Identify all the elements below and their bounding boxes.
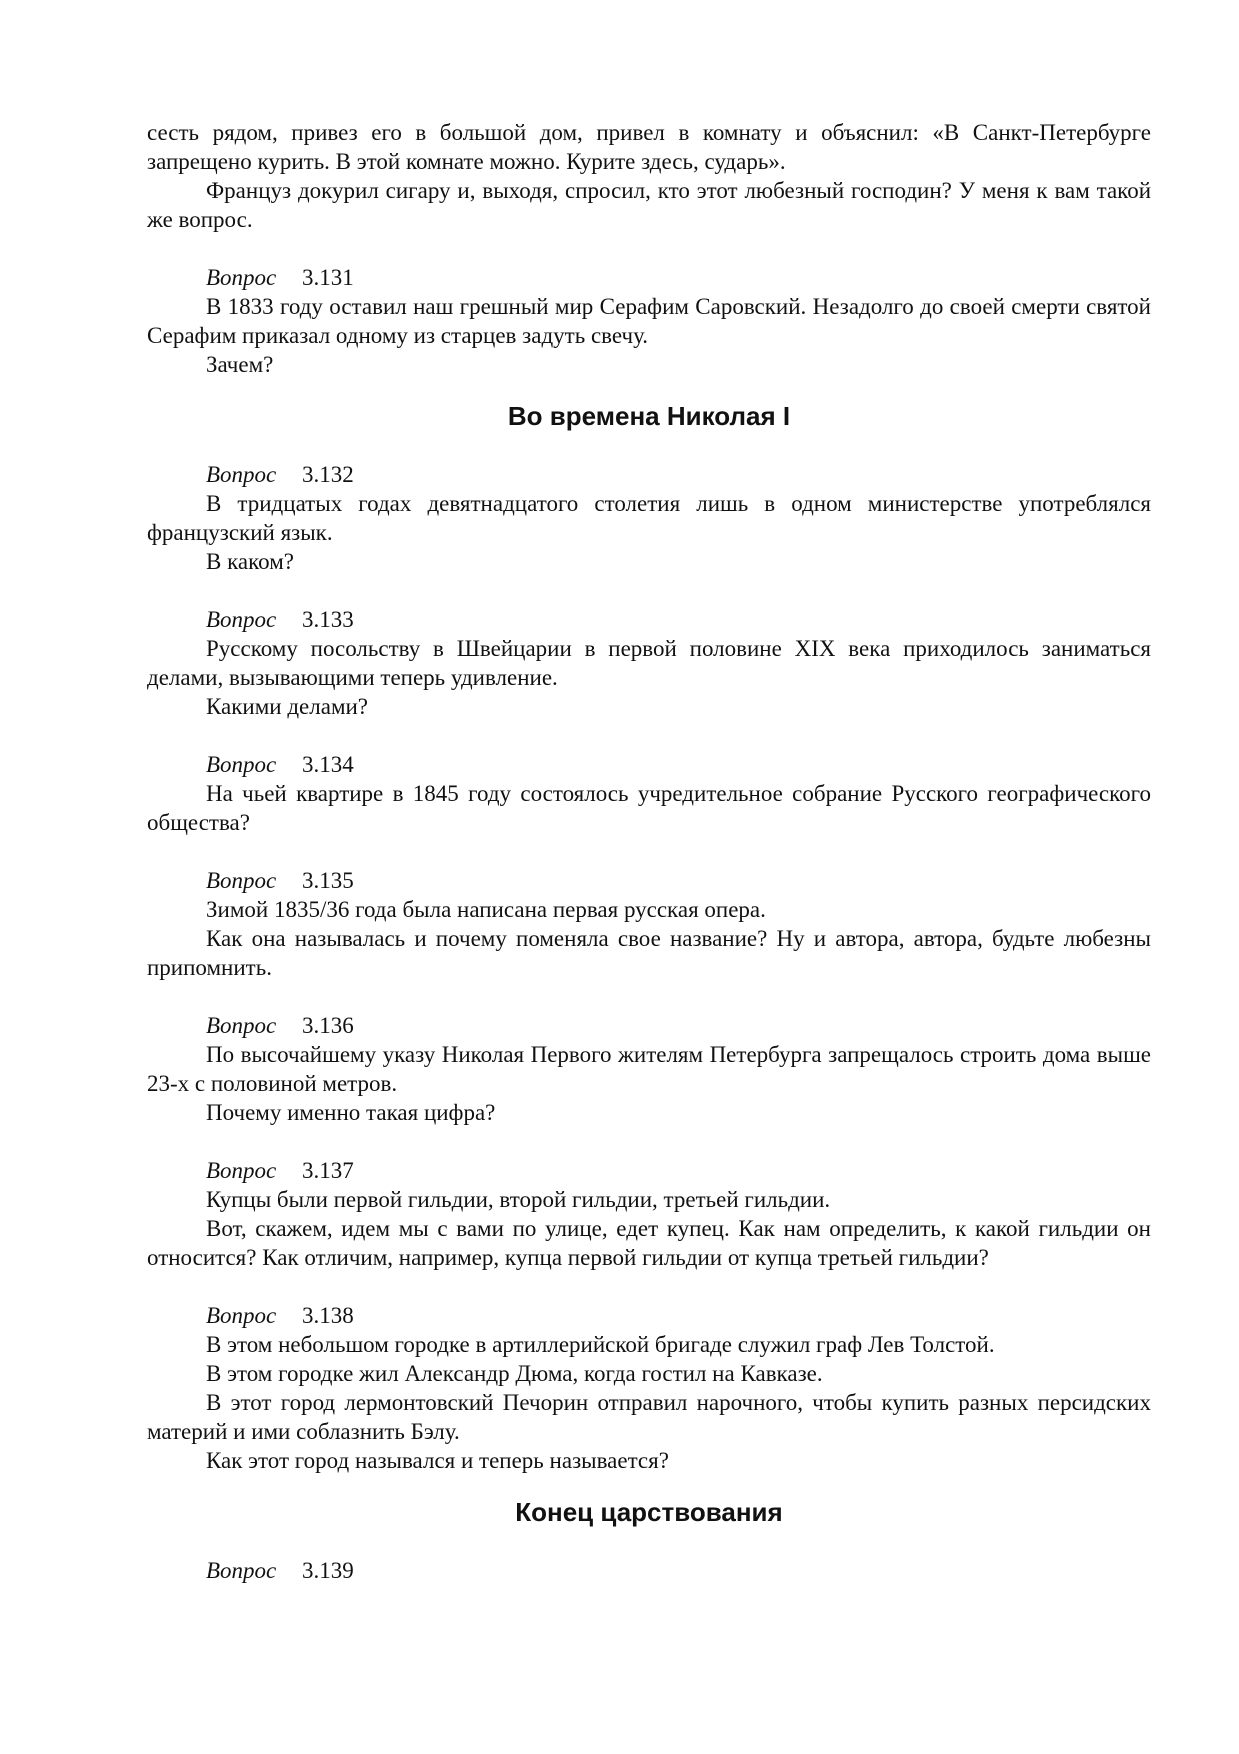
question-label: Вопрос [206,1013,277,1038]
question-text: В тридцатых годах девятнадцатого столетия лишь в одном министерстве употреблялся французский язык. [147,491,1151,545]
question-text: В этом небольшом городке в артиллерийской бригаде служил граф Лев Толстой. [206,1332,995,1357]
question-number: 3.132 [302,462,354,487]
question-text: Какими делами? [206,694,369,719]
question-label: Вопрос [206,1303,277,1328]
section-heading: Во времена Николая I [507,401,791,431]
question-header [147,1301,1151,1330]
intro-paragraph: сесть рядом, привез его в большой дом, привел в комнату и объяснил: «В Санкт-Петербурге запрещено курить. В этой комнате можно. Курите здесь, сударь». [147,120,1151,174]
question-text: В 1833 году оставил наш грешный мир Серафим Саровский. Незадолго до своей смерти святой Серафим приказал одному из старцев задуть свечу. [147,294,1151,348]
question-text: В этом городке жил Александр Дюма, когда гостил на Кавказе. [206,1361,823,1386]
question-number: 3.137 [302,1158,354,1183]
question-header [147,605,1151,634]
question-text: Как этот город назывался и теперь называется? [206,1448,669,1473]
section-heading: Конец царствования [515,1497,783,1527]
question-text: В каком? [206,549,294,574]
page-content [147,118,1151,1585]
question-number: 3.134 [302,752,354,777]
question-text: Как она называлась и почему поменяла свое название? Ну и автора, автора, будьте любезны припомнить. [147,926,1151,980]
question-text: Вот, скажем, идем мы с вами по улице, едет купец. Как нам определить, к какой гильдии он относится? Как отличим, например, купца первой гильдии от купца третьей гильдии? [147,1216,1151,1270]
question-header [147,263,1151,292]
question-text: Купцы были первой гильдии, второй гильдии, третьей гильдии. [206,1187,831,1212]
question-label: Вопрос [206,607,277,632]
question-header [147,1556,1151,1585]
question-text: Русскому посольству в Швейцарии в первой половине XIX века приходилось заниматься делами, вызывающими теперь удивление. [147,636,1151,690]
question-text: Зачем? [206,352,274,377]
question-label: Вопрос [206,868,277,893]
question-number: 3.133 [302,607,354,632]
question-label: Вопрос [206,265,277,290]
question-header [147,1011,1151,1040]
question-label: Вопрос [206,462,277,487]
question-label: Вопрос [206,752,277,777]
question-text: На чьей квартире в 1845 году состоялось учредительное собрание Русского географического общества? [147,781,1151,835]
question-header [147,460,1151,489]
question-number: 3.139 [302,1558,354,1583]
question-header [147,750,1151,779]
question-number: 3.135 [302,868,354,893]
question-text: В этот город лермонтовский Печорин отправил нарочного, чтобы купить разных персидских материй и ими соблазнить Бэлу. [147,1390,1151,1444]
question-number: 3.138 [302,1303,354,1328]
question-number: 3.136 [302,1013,354,1038]
question-label: Вопрос [206,1158,277,1183]
question-text: Зимой 1835/36 года была написана первая русская опера. [206,897,766,922]
question-number: 3.131 [302,265,354,290]
question-header [147,1156,1151,1185]
question-text: По высочайшему указу Николая Первого жителям Петербурга запрещалось строить дома выше 23-х с половиной метров. [147,1042,1151,1096]
intro-paragraph: Француз докурил сигару и, выходя, спросил, кто этот любезный господин? У меня к вам такой же вопрос. [147,178,1151,232]
question-text: Почему именно такая цифра? [206,1100,496,1125]
question-header [147,866,1151,895]
question-label: Вопрос [206,1558,277,1583]
